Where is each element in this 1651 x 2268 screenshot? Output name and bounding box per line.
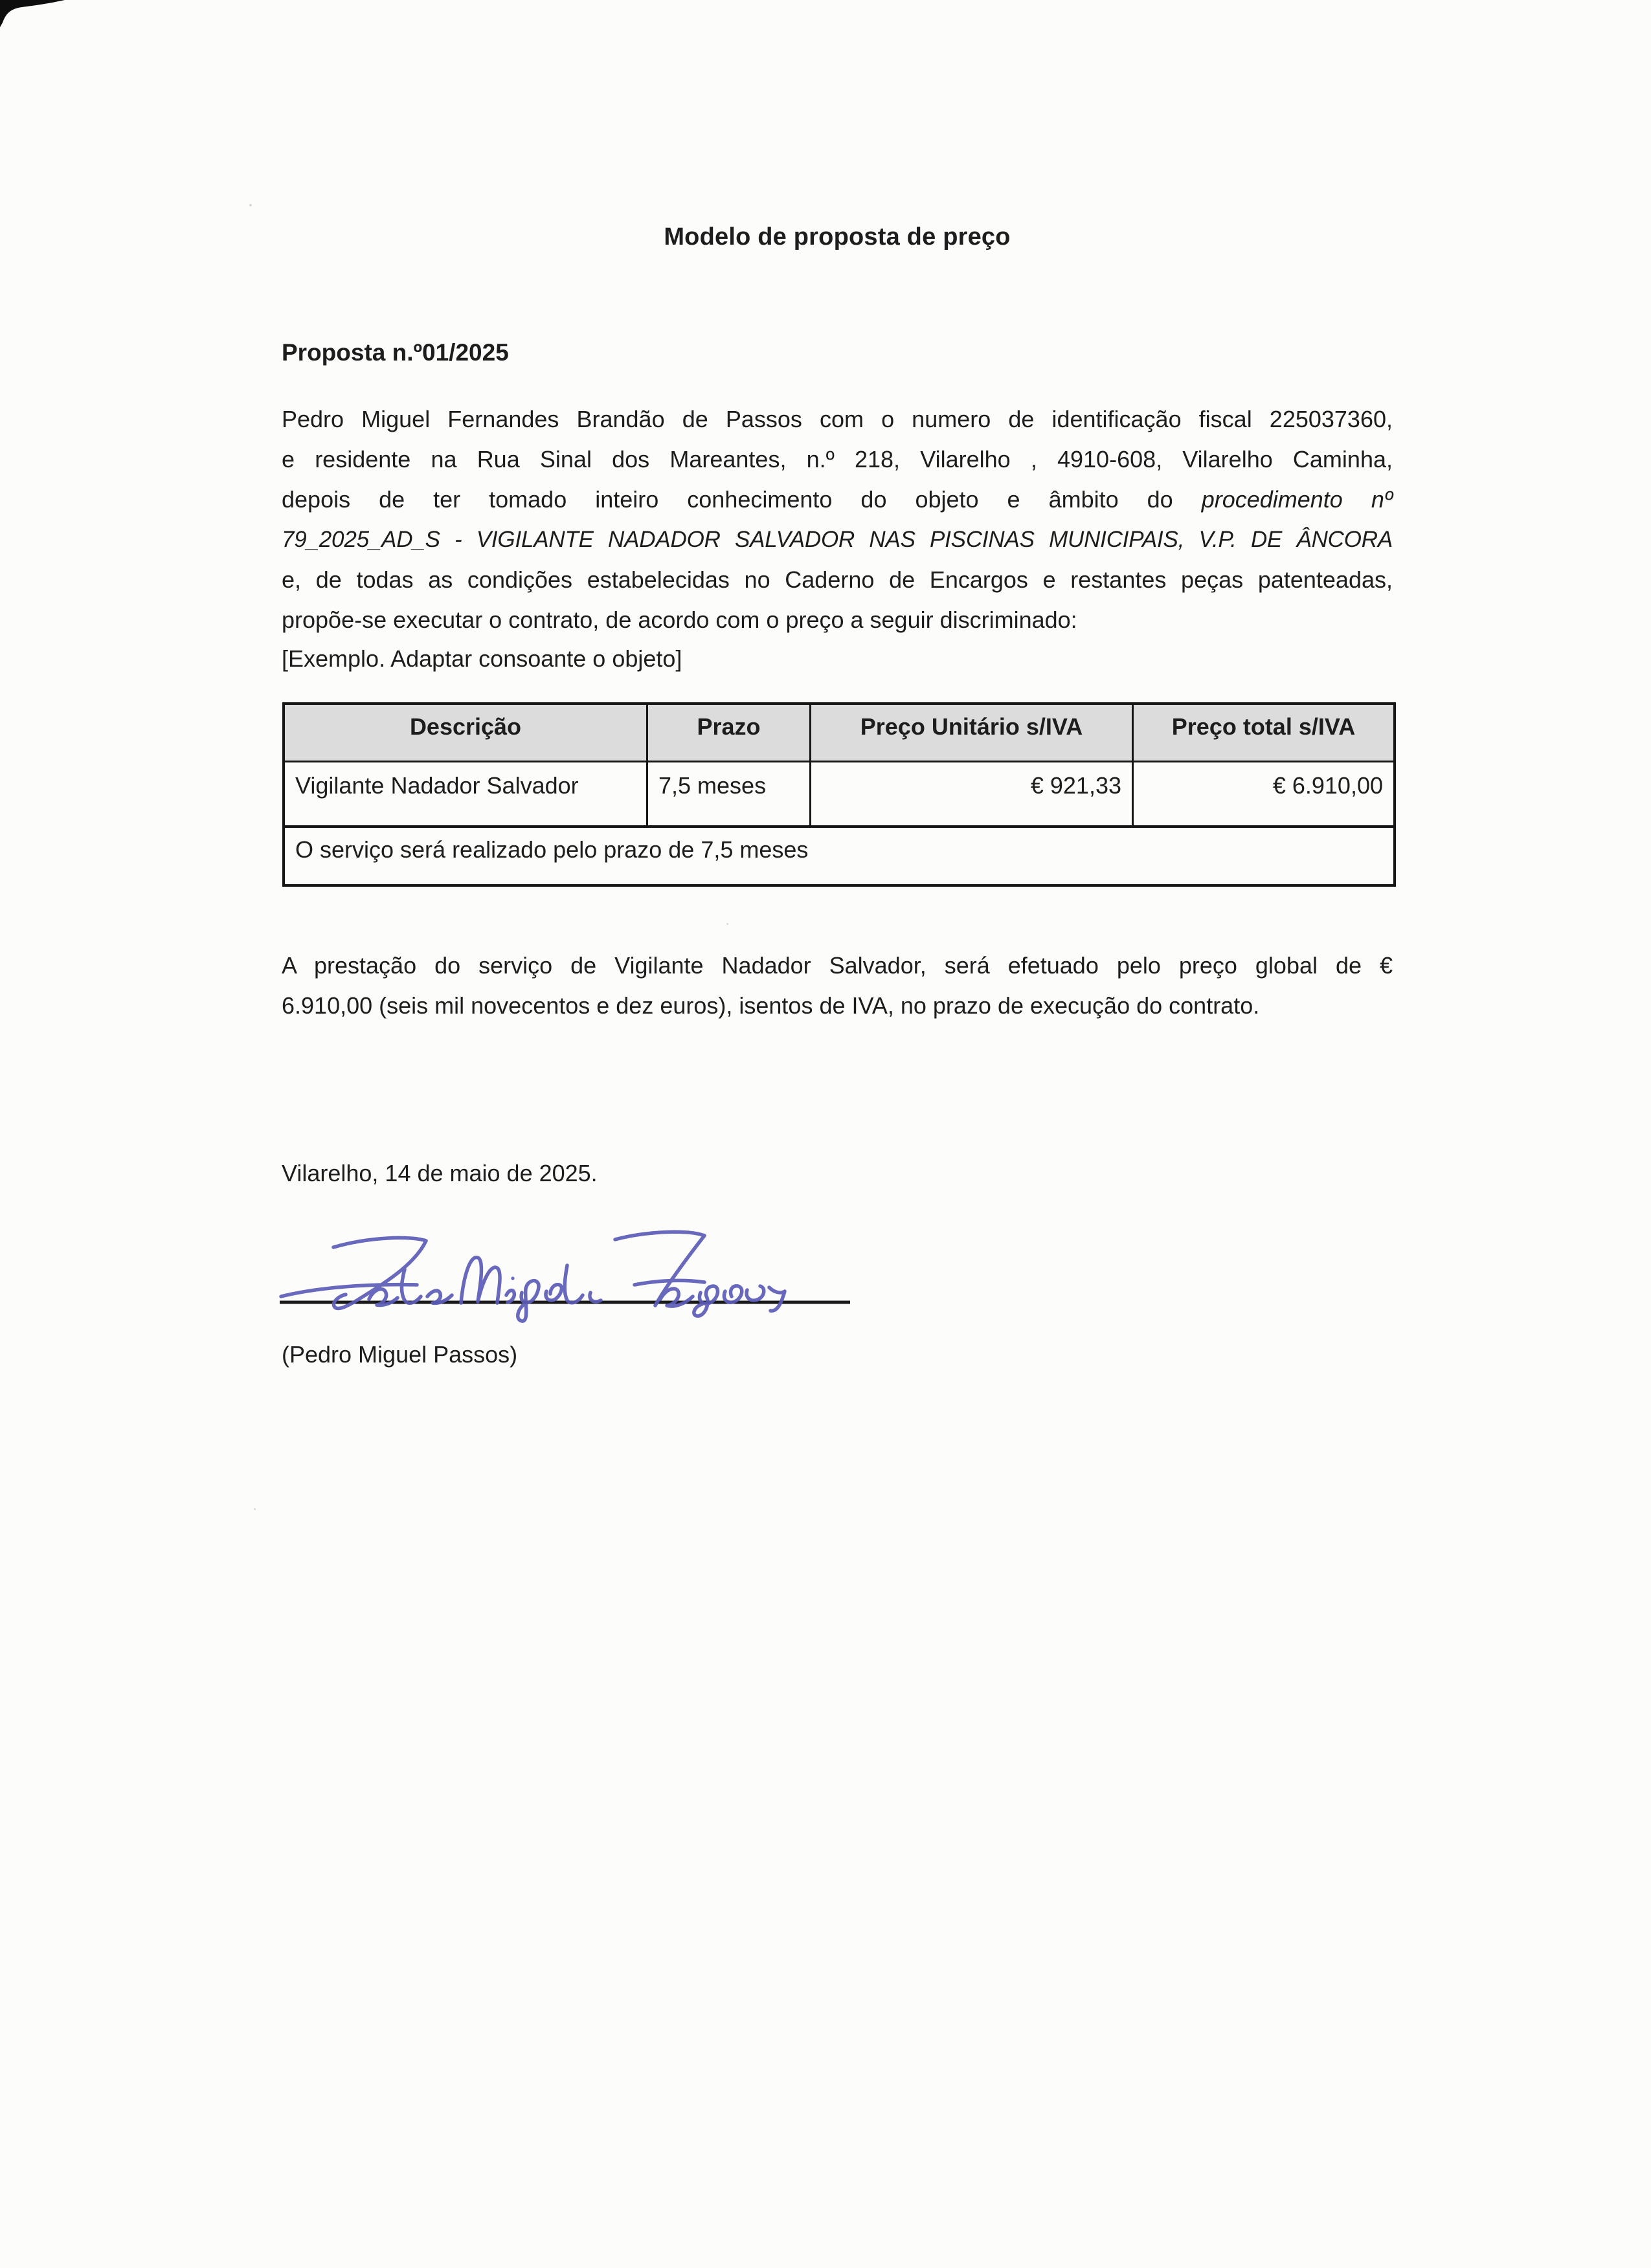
cell-prazo: 7,5 meses [648,762,811,825]
intro-line-5: e, de todas as condições estabelecidas no Caderno de Encargos e restantes peças patenteadas, [282,566,1393,593]
closing-line-2: 6.910,00 (seis mil novecentos e dez euros), isentos de IVA, no prazo de execução do contrato. [282,992,1260,1019]
header-preco-unitario: Preço Unitário s/IVA [811,705,1134,762]
closing-paragraph [282,946,1393,1026]
intro-line-3-regular: depois de ter tomado inteiro conhecimento do objeto e âmbito do [282,486,1202,513]
price-table-header-row [285,705,1393,762]
header-descricao: Descrição [285,705,648,762]
proposal-number-heading: Proposta n.º01/2025 [282,339,509,366]
intro-line-4-procedure-name: 79_2025_AD_S - VIGILANTE NADADOR SALVADOR NAS PISCINAS MUNICIPAIS, V.P. DE ÂNCORA [282,527,1393,552]
intro-line-2: e residente na Rua Sinal dos Mareantes, n.º 218, Vilarelho , 4910-608, Vilarelho Caminha, [282,446,1393,472]
document-title: Modelo de proposta de preço [664,223,1011,250]
scan-speck [249,204,252,206]
intro-line-1: Pedro Miguel Fernandes Brandão de Passos com o numero de identificação fiscal 225037360, [282,406,1393,432]
price-table [282,702,1396,887]
scan-speck [254,1508,256,1510]
example-adaptation-note: [Exemplo. Adaptar consoante o objeto] [282,645,682,672]
intro-line-6: propõe-se executar o contrato, de acordo com o preço a seguir discriminado: [282,606,1077,633]
scan-corner-artifact [0,0,71,30]
closing-line-1: A prestação do serviço de Vigilante Nadador Salvador, será efetuado pelo preço global de € [282,952,1393,979]
scan-speck [726,923,728,925]
printed-signatory-name: (Pedro Miguel Passos) [282,1341,518,1368]
signature-block [272,1220,858,1330]
signature-handwriting [272,1220,858,1330]
header-prazo: Prazo [648,705,811,762]
cell-service-duration-note: O serviço será realizado pelo prazo de 7,5 meses [285,825,1393,884]
intro-line-3 [282,480,1393,520]
cell-descricao: Vigilante Nadador Salvador [285,762,648,825]
intro-line-3-italic: procedimento nº [1201,486,1393,513]
cell-preco-unitario: € 921,33 [811,762,1134,825]
intro-paragraph [282,399,1393,640]
place-and-date: Vilarelho, 14 de maio de 2025. [282,1160,598,1186]
price-table-note-row [285,825,1393,884]
header-preco-total: Preço total s/IVA [1134,705,1393,762]
cell-preco-total: € 6.910,00 [1134,762,1393,825]
price-table-data-row [285,762,1393,825]
signature-ink-strokes [281,1232,785,1321]
